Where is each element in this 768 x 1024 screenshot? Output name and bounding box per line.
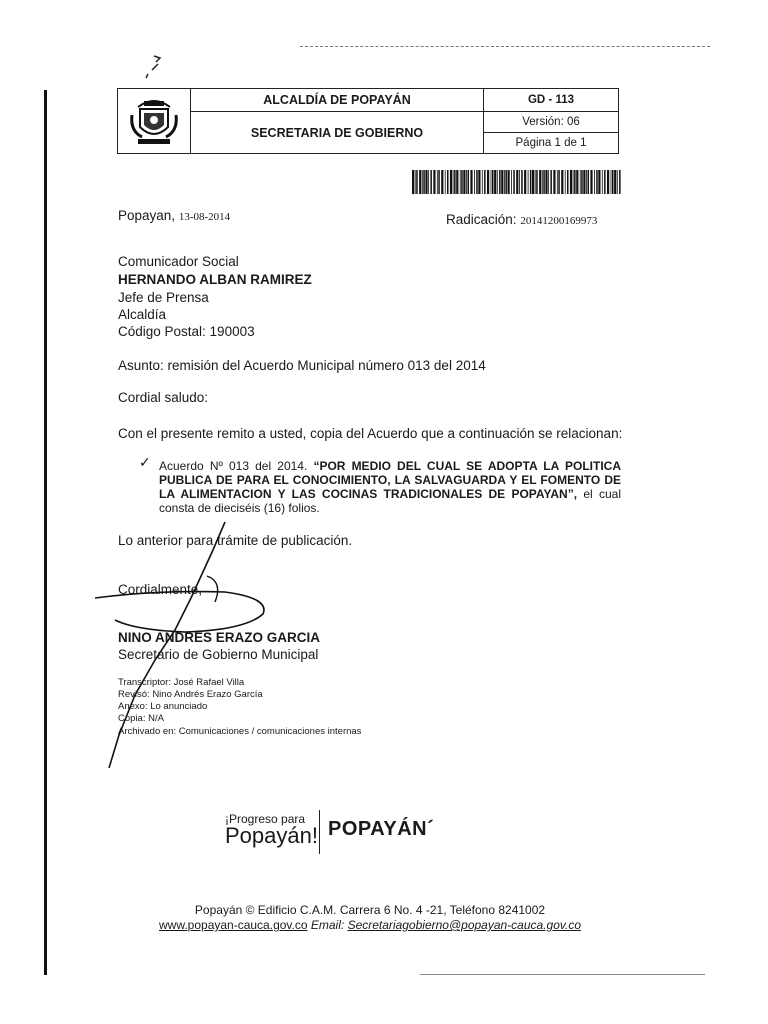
meta-annex: Anexo: Lo anunciado: [118, 701, 208, 712]
meta-copy: Copia: N/A: [118, 713, 164, 724]
institution-title: ALCALDÍA DE POPAYÁN: [191, 89, 484, 112]
intro-paragraph: Con el presente remito a usted, copia del Acuerdo que a continuación se relacionan:: [118, 426, 623, 441]
popayan-logo: POPAYÁN´: [328, 818, 435, 840]
scan-mark-icon: [140, 52, 170, 82]
recipient-title: Comunicador Social: [118, 254, 239, 269]
recipient-postal-code: Código Postal: 190003: [118, 324, 255, 339]
footer-email-link[interactable]: Secretariagobierno@popayan-cauca.gov.co: [347, 918, 581, 932]
scan-bottom-line: [420, 974, 705, 975]
recipient-name: HERNANDO ALBAN RAMIREZ: [118, 272, 312, 287]
meta-transcriptor: Transcriptor: José Rafael Villa: [118, 677, 245, 688]
checkmark-icon: ✓: [139, 454, 151, 470]
radicacion-line: [446, 212, 597, 229]
greeting: Cordial saludo:: [118, 390, 209, 405]
slogan-top: ¡Progreso para: [225, 812, 306, 826]
slogan-big: Popayán!: [225, 823, 318, 848]
signer-name: NINO ANDRES ERAZO GARCIA: [118, 630, 321, 645]
document-header: [117, 88, 619, 154]
meta-reviewed: Revisó: Nino Andrés Erazo García: [118, 689, 263, 700]
barcode: [412, 170, 622, 194]
agreement-prefix: Acuerdo Nº 013 del 2014.: [159, 459, 308, 473]
meta-archived: Archivado en: Comunicaciones / comunicaciones internas: [118, 726, 362, 737]
footer-website-link[interactable]: www.popayan-cauca.gov.co: [159, 918, 308, 932]
document-code: GD - 113: [484, 89, 619, 112]
subject: Asunto: remisión del Acuerdo Municipal número 013 del 2014: [118, 358, 486, 373]
closing-line: Lo anterior para trámite de publicación.: [118, 533, 353, 548]
letter-date-line: [118, 208, 230, 225]
footer-address: Popayán © Edificio C.A.M. Carrera 6 No. 4 -21, Teléfono 8241002: [194, 903, 546, 917]
scan-edge-line: [44, 90, 47, 975]
signer-title: Secretario de Gobierno Municipal: [118, 647, 319, 662]
recipient-position: Jefe de Prensa: [118, 290, 209, 305]
agreement-item: [159, 459, 621, 515]
footer-email-label: Email:: [310, 918, 345, 932]
recipient-office: Alcaldía: [118, 307, 167, 322]
scan-top-dashes: [300, 46, 710, 47]
city: Popayan,: [118, 208, 176, 223]
coat-of-arms-icon: [128, 93, 180, 147]
agreement-suffix: el cual consta de dieciséis (16) folios.: [159, 487, 622, 515]
radicacion-label: Radicación:: [446, 212, 517, 227]
coat-of-arms-cell: [118, 89, 191, 154]
footer-contact: [120, 918, 620, 932]
brand-divider: [319, 810, 320, 854]
department-title: SECRETARIA DE GOBIERNO: [191, 112, 484, 154]
slogan: [225, 813, 318, 847]
document-version: Versión: 06: [484, 112, 619, 133]
closing: Cordialmente,: [118, 582, 203, 597]
radicacion-number: 20141200169973: [520, 215, 598, 227]
document-page: Página 1 de 1: [484, 133, 619, 154]
letter-date: 13-08-2014: [178, 211, 231, 223]
agreement-title: “POR MEDIO DEL CUAL SE ADOPTA LA POLITICA PUBLICA DE PARA EL CONOCIMIENTO, LA SALVAGUARDA Y EL FOMENTO DE LA ALIMENTACION Y LAS COCINAS TRADICIONALES DE POPAYAN”,: [159, 459, 621, 501]
